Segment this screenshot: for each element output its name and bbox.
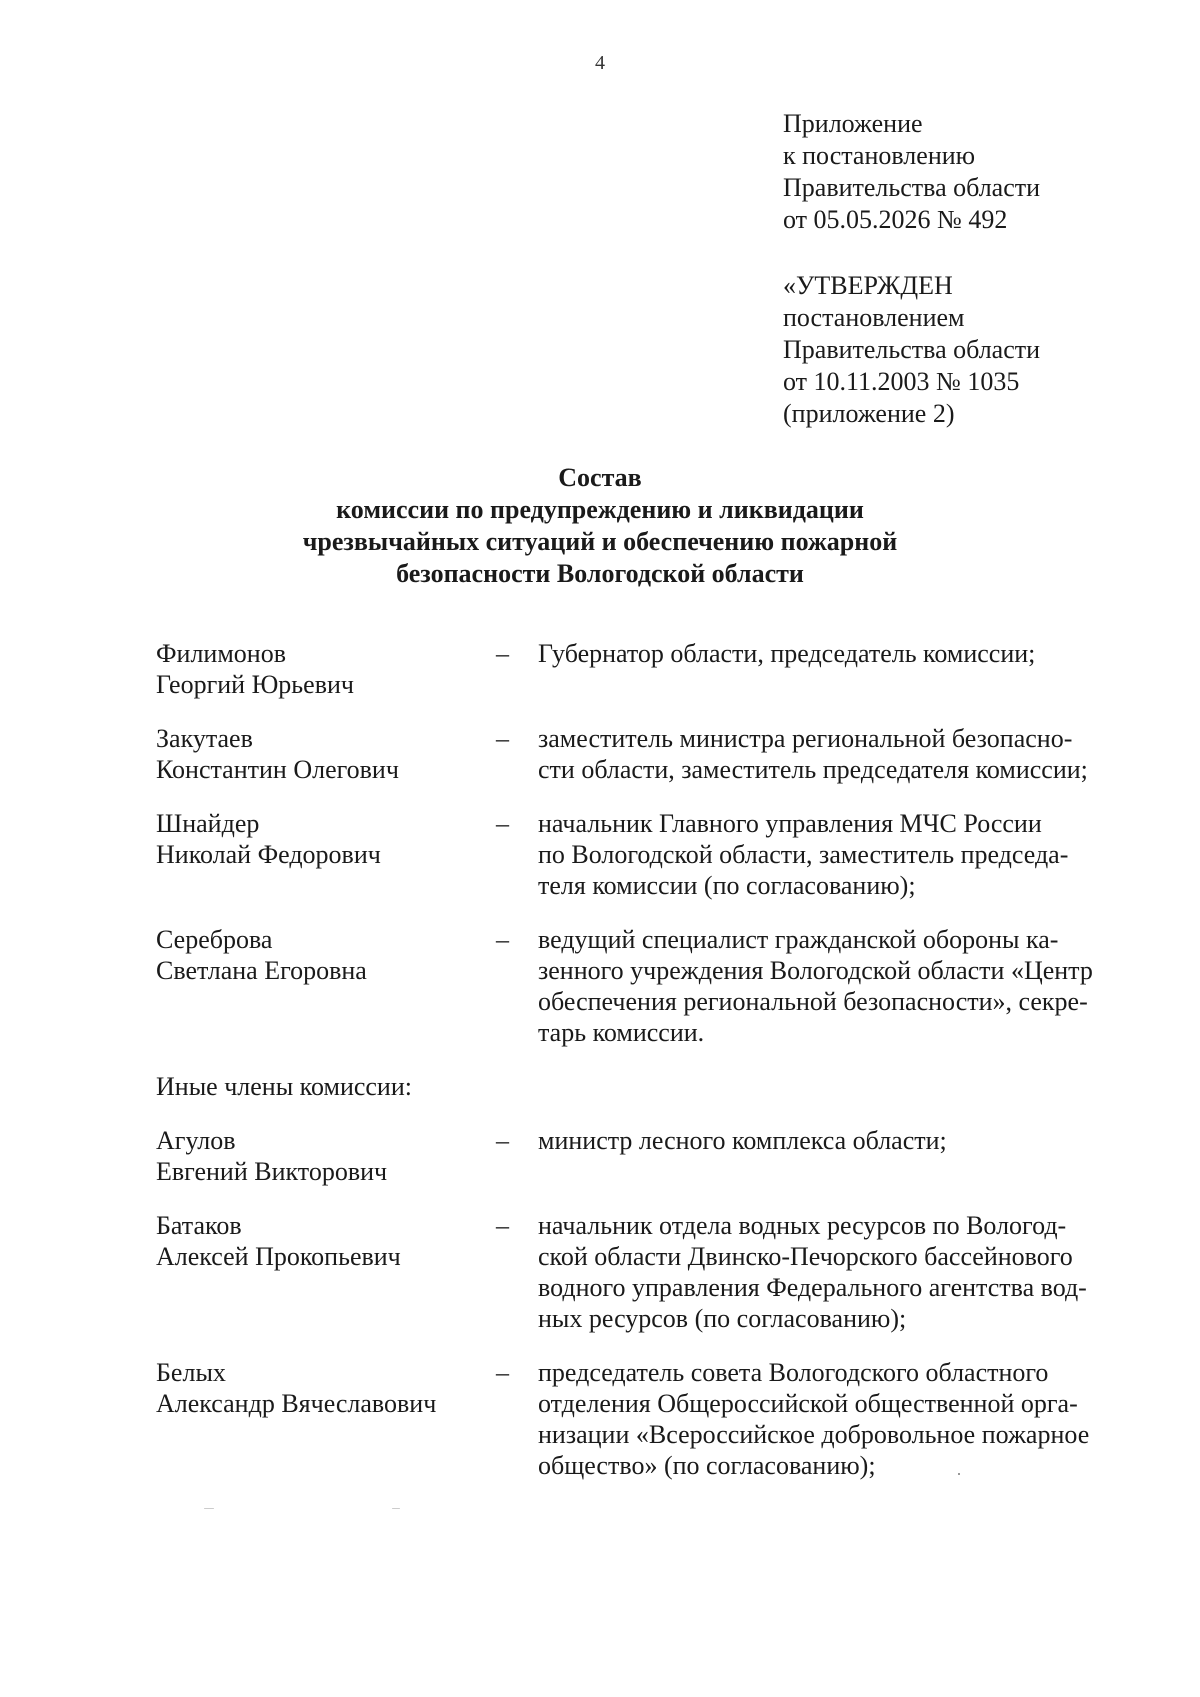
dash-separator: – — [496, 1211, 509, 1240]
member-entry — [156, 1357, 1146, 1481]
member-role — [538, 1210, 1146, 1334]
member-role — [538, 1125, 1146, 1187]
member-entry — [156, 1210, 1146, 1334]
title-line: комиссии по предупреждению и ликвидации — [336, 495, 864, 524]
member-given-names: Евгений Викторович — [156, 1157, 388, 1186]
document-title — [0, 462, 1200, 590]
member-entry — [156, 638, 1146, 700]
role-line: ведущий специалист гражданской обороны ка- — [538, 925, 1059, 954]
title-line: чрезвычайных ситуаций и обеспечению пожарной — [302, 527, 898, 556]
member-name — [156, 723, 496, 785]
member-role — [538, 924, 1146, 1048]
role-line: ных ресурсов (по согласованию); — [538, 1304, 907, 1333]
member-surname: Белых — [156, 1358, 226, 1387]
role-line: министр лесного комплекса области; — [538, 1126, 947, 1155]
member-entry — [156, 1125, 1146, 1187]
commission-members-list — [156, 638, 1146, 1481]
dash-separator: – — [496, 1126, 509, 1155]
member-name — [156, 808, 496, 901]
member-surname: Филимонов — [156, 639, 286, 668]
page-number: 4 — [595, 52, 605, 74]
member-given-names: Константин Олегович — [156, 755, 399, 784]
role-line: тарь комиссии. — [538, 1018, 705, 1047]
member-name — [156, 1125, 496, 1187]
member-role — [538, 723, 1146, 785]
role-line: обеспечения региональной безопасности», секре- — [538, 987, 1088, 1016]
member-surname: Закутаев — [156, 724, 253, 753]
role-line: отделения Общероссийской общественной орга- — [538, 1389, 1078, 1418]
member-role — [538, 1357, 1146, 1481]
role-line: теля комиссии (по согласованию); — [538, 871, 916, 900]
role-line: зенного учреждения Вологодской области «Центр — [538, 956, 1093, 985]
approved-line: (приложение 2) — [783, 399, 955, 428]
appendix-line: к постановлению — [783, 141, 976, 170]
role-line: низации «Всероссийское добровольное пожарное — [538, 1420, 1090, 1449]
member-given-names: Алексей Прокопьевич — [156, 1242, 401, 1271]
appendix-header — [783, 108, 1040, 236]
role-line: общество» (по согласованию); — [538, 1451, 876, 1480]
member-name — [156, 924, 496, 1048]
member-entry — [156, 808, 1146, 901]
member-entry — [156, 723, 1146, 785]
dash-separator: – — [496, 925, 509, 954]
role-line: начальник отдела водных ресурсов по Вологод- — [538, 1211, 1067, 1240]
member-role — [538, 638, 1146, 700]
appendix-line: Правительства области — [783, 173, 1041, 202]
role-line: начальник Главного управления МЧС России — [538, 809, 1042, 838]
scan-speck — [392, 1508, 400, 1509]
member-given-names: Николай Федорович — [156, 840, 381, 869]
role-line: водного управления Федерального агентства вод- — [538, 1273, 1087, 1302]
member-surname: Батаков — [156, 1211, 242, 1240]
member-role — [538, 808, 1146, 901]
dash-separator: – — [496, 809, 509, 838]
member-name — [156, 1357, 496, 1481]
role-line: сти области, заместитель председателя комиссии; — [538, 755, 1088, 784]
dash-separator: – — [496, 639, 509, 668]
member-given-names: Светлана Егоровна — [156, 956, 367, 985]
approved-line: Правительства области — [783, 335, 1041, 364]
role-line: Губернатор области, председатель комиссии; — [538, 639, 1036, 668]
member-surname: Агулов — [156, 1126, 236, 1155]
other-members-heading: Иные члены комиссии: — [156, 1072, 412, 1101]
scan-speck — [958, 1473, 960, 1475]
role-line: председатель совета Вологодского областного — [538, 1358, 1049, 1387]
approved-line: от 10.11.2003 № 1035 — [783, 367, 1020, 396]
member-given-names: Георгий Юрьевич — [156, 670, 354, 699]
dash-separator: – — [496, 724, 509, 753]
member-surname: Сереброва — [156, 925, 273, 954]
member-given-names: Александр Вячеславович — [156, 1389, 437, 1418]
member-surname: Шнайдер — [156, 809, 260, 838]
role-line: по Вологодской области, заместитель председа- — [538, 840, 1069, 869]
role-line: ской области Двинско-Печорского бассейнового — [538, 1242, 1073, 1271]
scan-speck — [204, 1508, 214, 1509]
approved-line: «УТВЕРЖДЕН — [783, 271, 953, 300]
role-line: заместитель министра региональной безопасно- — [538, 724, 1073, 753]
member-name — [156, 638, 496, 700]
appendix-line: Приложение — [783, 109, 923, 138]
title-line: Состав — [558, 463, 642, 492]
dash-separator: – — [496, 1358, 509, 1387]
member-entry — [156, 924, 1146, 1048]
approved-line: постановлением — [783, 303, 965, 332]
member-name — [156, 1210, 496, 1334]
approval-stamp-text — [783, 270, 1040, 430]
title-line: безопасности Вологодской области — [396, 559, 804, 588]
appendix-line: от 05.05.2026 № 492 — [783, 205, 1008, 234]
